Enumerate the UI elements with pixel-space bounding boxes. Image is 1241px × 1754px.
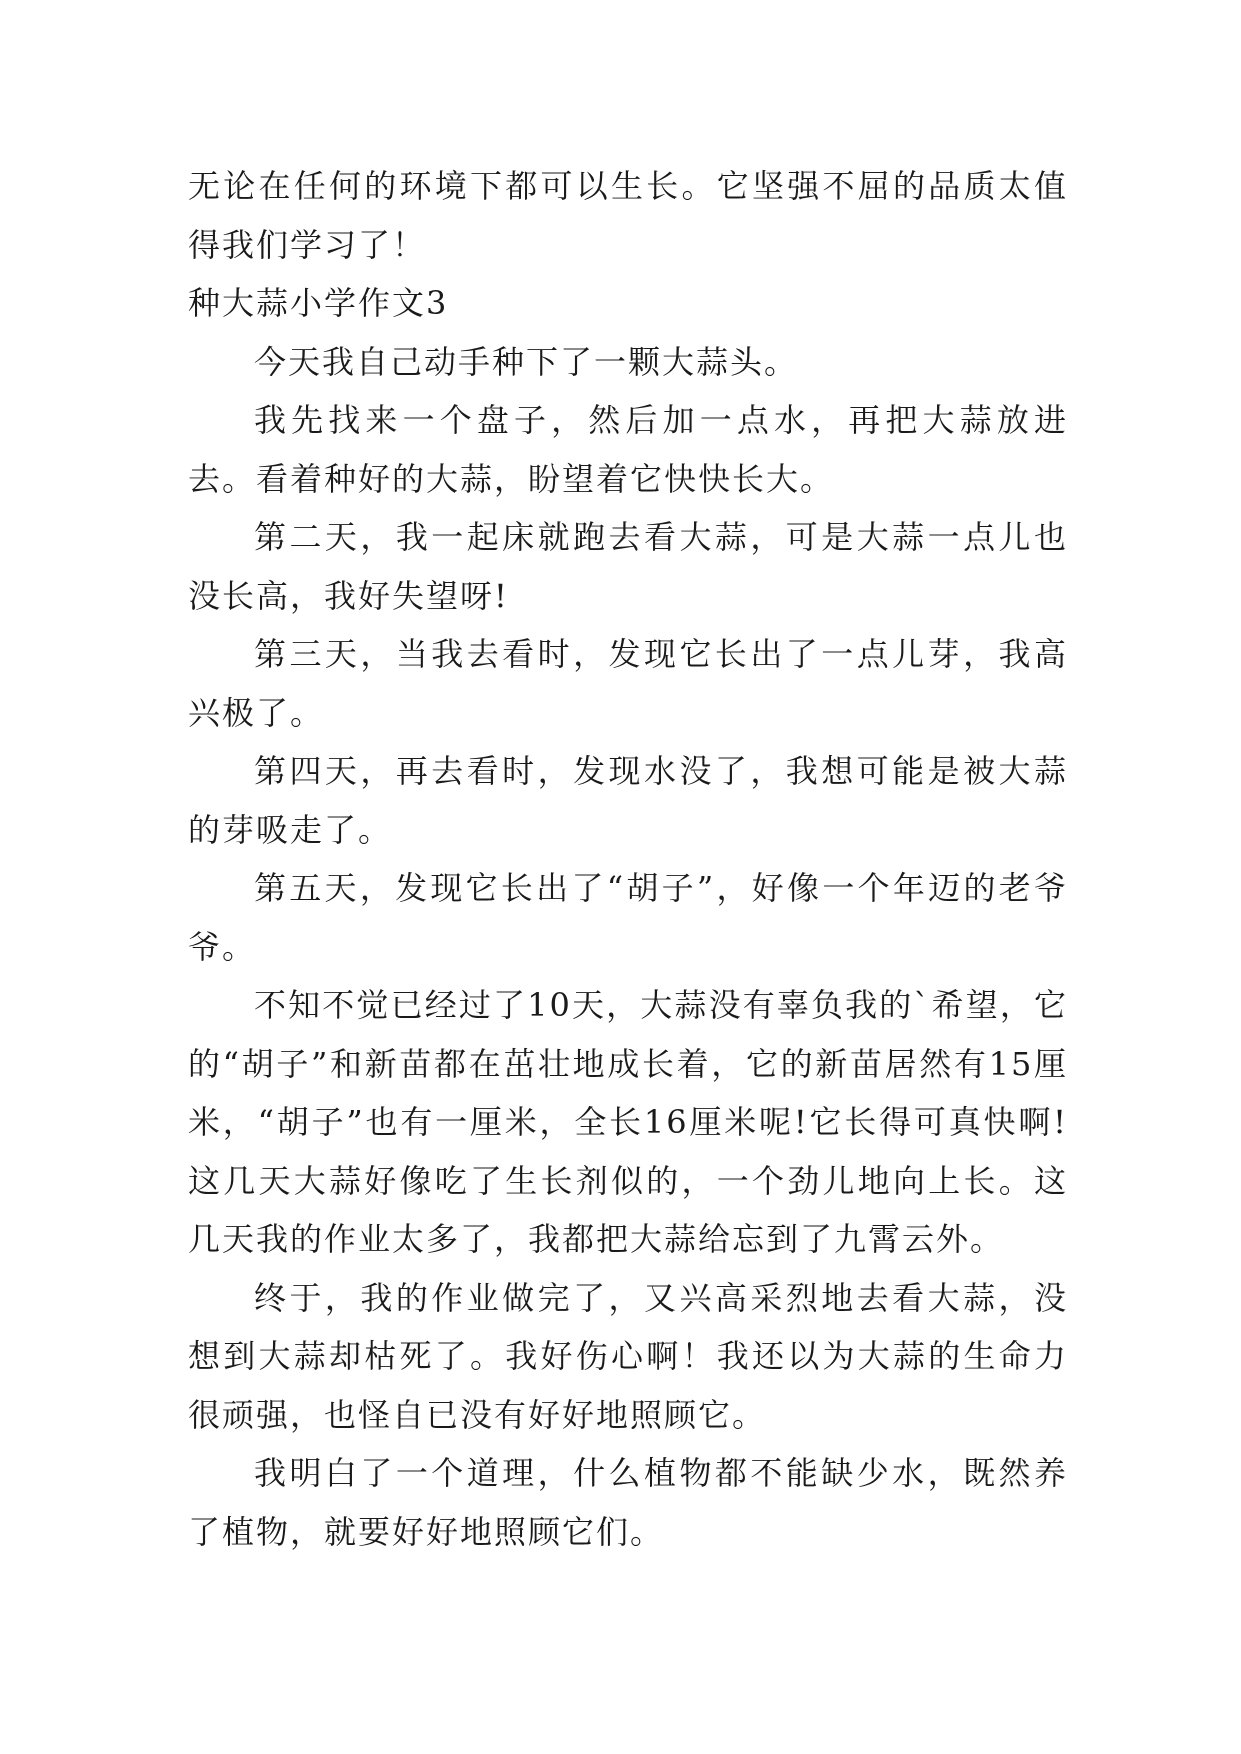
paragraph: 第四天，再去看时，发现水没了，我想可能是被大蒜的芽吸走了。	[188, 752, 1068, 849]
paragraph: 不知不觉已经过了10天，大蒜没有辜负我的`希望，它的“胡子”和新苗都在茁壮地成长着，它的新苗居然有15厘米，“胡子”也有一厘米，全长16厘米呢!它长得可真快啊!这几天大蒜好像吃了生长剂似的，一个劲儿地向上长。这几天我的作业太多了，我都把大蒜给忘到了九霄云外。	[188, 986, 1068, 1258]
paragraph: 我明白了一个道理，什么植物都不能缺少水，既然养了植物，就要好好地照顾它们。	[188, 1454, 1068, 1551]
paragraph: 第三天，当我去看时，发现它长出了一点儿芽，我高兴极了。	[188, 635, 1068, 732]
paragraph: 第二天，我一起床就跑去看大蒜，可是大蒜一点儿也没长高，我好失望呀!	[188, 518, 1068, 615]
paragraph-continued: 无论在任何的环境下都可以生长。它坚强不屈的品质太值得我们学习了！	[188, 167, 1068, 264]
paragraph: 终于，我的作业做完了，又兴高采烈地去看大蒜，没想到大蒜却枯死了。我好伤心啊！我还以为大蒜的生命力很顽强，也怪自已没有好好地照顾它。	[188, 1278, 1068, 1434]
essay-title: 种大蒜小学作文3	[188, 284, 449, 322]
document-body	[188, 157, 1068, 1561]
paragraph: 我先找来一个盘子，然后加一点水，再把大蒜放进去。看着种好的大蒜，盼望着它快快长大。	[188, 401, 1068, 498]
paragraph: 第五天，发现它长出了“胡子”，好像一个年迈的老爷爷。	[188, 869, 1068, 966]
paragraph: 今天我自己动手种下了一颗大蒜头。	[254, 342, 799, 381]
